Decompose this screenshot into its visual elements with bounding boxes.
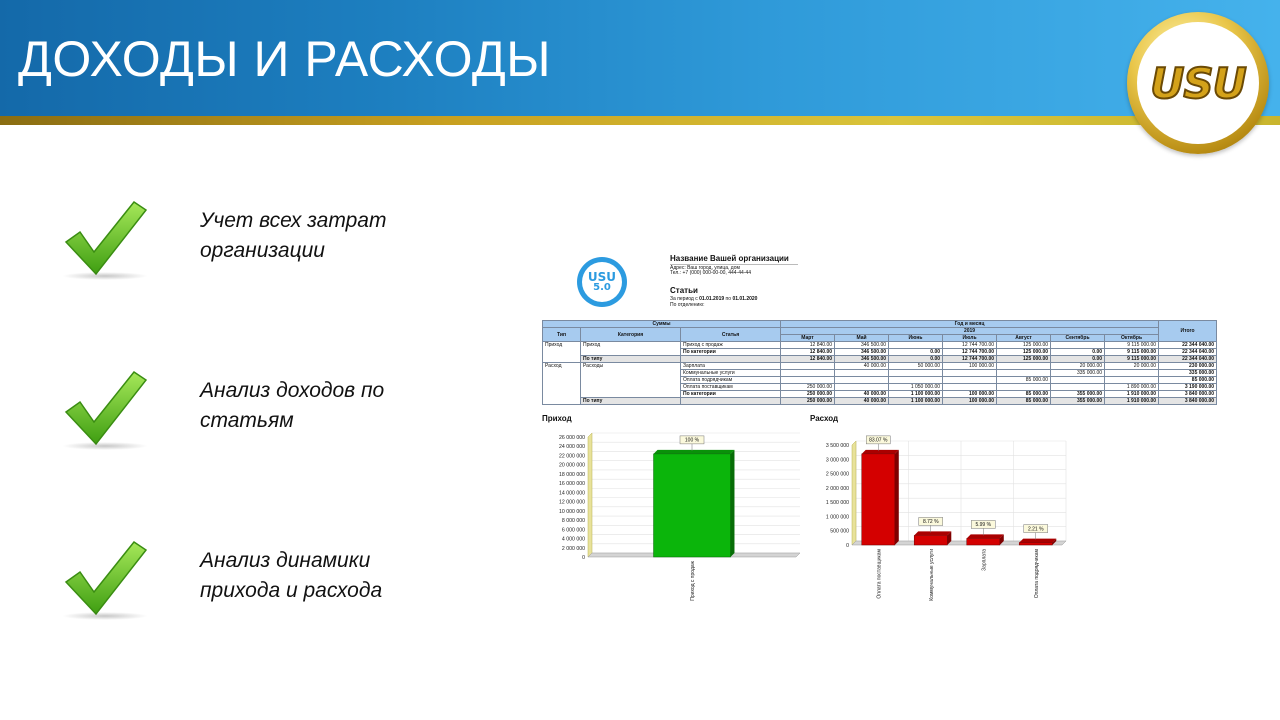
cell-value: 85 000.00 <box>997 391 1051 398</box>
cell-value: 0.00 <box>1051 349 1105 356</box>
cell-value: 12 840.00 <box>781 342 835 349</box>
y-tick-label: 24 000 000 <box>559 444 585 451</box>
y-tick-label: 20 000 000 <box>559 462 585 469</box>
cell-type: Расход <box>543 363 581 405</box>
data-label: 83.07 % <box>869 437 888 444</box>
table-row <box>543 363 1217 370</box>
cell-value: 9 115 000.00 <box>1105 349 1159 356</box>
cell-value: 125 000.00 <box>997 342 1051 349</box>
report-table <box>542 320 1216 405</box>
cell-value: 346 500.00 <box>835 342 889 349</box>
header-month: Июль <box>943 335 997 342</box>
y-tick-label: 8 000 000 <box>561 518 585 525</box>
x-category-label: Оплата подрядчикам <box>1033 549 1040 599</box>
report-preview <box>540 248 1220 618</box>
cell-value: 40 000.00 <box>835 391 889 398</box>
y-tick-label: 12 000 000 <box>559 499 585 506</box>
cell-value: 346 500.00 <box>835 349 889 356</box>
y-tick-label: 14 000 000 <box>559 490 585 497</box>
y-tick-label: 6 000 000 <box>561 527 585 534</box>
expense-chart <box>810 424 1070 614</box>
cell-article: Зарплата <box>681 363 781 370</box>
cell-value: 0.00 <box>1051 356 1105 363</box>
bullet-item <box>60 200 560 290</box>
checkmark-icon <box>60 370 150 452</box>
cell-category: Приход <box>581 342 681 356</box>
y-tick-label: 4 000 000 <box>561 536 585 543</box>
cell-value: 1 890 000.00 <box>1105 384 1159 391</box>
header-year: 2019 <box>781 328 1159 335</box>
cell-empty <box>681 398 781 405</box>
cell-value: 1 910 000.00 <box>1105 391 1159 398</box>
check-shadow <box>62 612 148 620</box>
report-filter: По отделению: <box>670 302 705 308</box>
bar <box>1019 543 1052 545</box>
y-tick-label: 500 000 <box>830 528 849 535</box>
cell-value: 1 100 000.00 <box>889 398 943 405</box>
cell-value <box>781 377 835 384</box>
cell-value <box>943 384 997 391</box>
header-type: Тип <box>543 328 581 342</box>
bullet-text: Анализ доходов по статьям <box>200 379 385 432</box>
header-article: Статья <box>681 328 781 342</box>
cell-value: 100 000.00 <box>943 363 997 370</box>
cell-empty <box>681 356 781 363</box>
bullet-text: Анализ динамики прихода и расхода <box>200 549 383 602</box>
cell-value <box>889 377 943 384</box>
report-logo-version: 5.0 <box>593 282 611 293</box>
cell-value: 9 115 000.00 <box>1105 342 1159 349</box>
cell-value: 0.00 <box>889 356 943 363</box>
cell-value <box>997 370 1051 377</box>
header-total: Итого <box>1159 321 1217 342</box>
check-shadow <box>62 442 148 450</box>
cell-value <box>835 384 889 391</box>
cell-value: 1 100 000.00 <box>889 391 943 398</box>
header-month: Август <box>997 335 1051 342</box>
cell-value <box>1051 342 1105 349</box>
cell-value <box>1105 370 1159 377</box>
bar-top <box>654 450 735 454</box>
org-address: Адрес: Ваш город, улица, дом <box>670 265 740 271</box>
bar-top <box>914 531 951 535</box>
cell-value: 0.00 <box>889 349 943 356</box>
y-tick-label: 0 <box>846 543 849 549</box>
bar-top <box>862 450 899 454</box>
y-tick-label: 2 500 000 <box>825 471 849 478</box>
cell-value <box>1051 384 1105 391</box>
cell-total: 22 344 040.00 <box>1159 342 1217 349</box>
cell-value: 250 000.00 <box>781 398 835 405</box>
y-tick-label: 2 000 000 <box>561 545 585 552</box>
data-label: 5.99 % <box>975 522 992 529</box>
org-phone: Тел.: +7 (000) 000-00-00, 444-44-44 <box>670 270 751 276</box>
usu-logo <box>1127 12 1269 154</box>
y-tick-label: 1 500 000 <box>825 500 849 507</box>
cell-subtotal-label: По категории <box>681 349 781 356</box>
income-chart <box>542 424 802 614</box>
cell-total: 335 000.00 <box>1159 370 1217 377</box>
expense-chart-title: Расход <box>810 414 839 423</box>
cell-value: 1 050 000.00 <box>889 384 943 391</box>
cell-value: 100 000.00 <box>943 398 997 405</box>
cell-total: 22 344 040.00 <box>1159 349 1217 356</box>
cell-value <box>835 370 889 377</box>
header-period: Год и месяц <box>781 321 1159 328</box>
y-tick-label: 0 <box>582 555 585 561</box>
cell-value: 85 000.00 <box>997 398 1051 405</box>
x-category-label: Приход с продаж <box>690 561 696 601</box>
y-tick-label: 3 500 000 <box>825 443 849 449</box>
org-name: Название Вашей организации <box>670 254 789 263</box>
data-label: 2.21 % <box>1027 526 1044 533</box>
cell-value: 12 840.00 <box>781 349 835 356</box>
cell-value: 125 000.00 <box>997 349 1051 356</box>
bar-top <box>1019 539 1056 543</box>
cell-article: Коммунальные услуги <box>681 370 781 377</box>
y-tick-label: 2 000 000 <box>825 485 849 492</box>
cell-article: Приход с продаж <box>681 342 781 349</box>
cell-total: 22 344 040.00 <box>1159 356 1217 363</box>
bar <box>914 535 947 545</box>
bar <box>654 454 731 557</box>
bar-top <box>967 534 1004 538</box>
slide-title: ДОХОДЫ И РАСХОДЫ <box>18 31 551 87</box>
report-logo <box>577 257 627 307</box>
table-row <box>543 342 1217 349</box>
y-tick-label: 16 000 000 <box>559 481 585 488</box>
header-month: Июнь <box>889 335 943 342</box>
cell-value: 9 115 000.00 <box>1105 356 1159 363</box>
cell-total-label: По типу <box>581 356 681 363</box>
cell-value <box>943 370 997 377</box>
y-tick-label: 26 000 000 <box>559 435 585 441</box>
cell-value: 50 000.00 <box>889 363 943 370</box>
bullet-text: Учет всех затрат организации <box>200 209 387 262</box>
cell-value: 12 744 700.00 <box>943 356 997 363</box>
cell-value: 85 000.00 <box>997 377 1051 384</box>
cell-value: 335 000.00 <box>1051 370 1105 377</box>
cell-value <box>1051 377 1105 384</box>
y-tick-label: 22 000 000 <box>559 453 585 460</box>
header-month: Сентябрь <box>1051 335 1105 342</box>
cell-value <box>997 384 1051 391</box>
report-title: Статьи <box>670 286 698 295</box>
header-month: Май <box>835 335 889 342</box>
bullet-item <box>60 540 560 630</box>
cell-total: 230 000.00 <box>1159 363 1217 370</box>
bar <box>862 454 895 545</box>
y-axis-wall <box>588 433 592 557</box>
header-month: Октябрь <box>1105 335 1159 342</box>
period-to: 01.01.2020 <box>732 296 758 302</box>
cell-value: 12 840.00 <box>781 356 835 363</box>
cell-value: 20 000.00 <box>1051 363 1105 370</box>
cell-value: 40 000.00 <box>835 363 889 370</box>
y-tick-label: 1 000 000 <box>825 514 849 521</box>
cell-total-label: По типу <box>581 398 681 405</box>
cell-value: 1 910 000.00 <box>1105 398 1159 405</box>
cell-value: 20 000.00 <box>1105 363 1159 370</box>
cell-value: 346 500.00 <box>835 356 889 363</box>
x-category-label: Коммунальные услуги <box>928 549 935 601</box>
table-row-total <box>543 398 1217 405</box>
x-category-label: Оплата поставщикам <box>876 549 883 599</box>
data-label: 100 % <box>684 437 700 444</box>
cell-article: Оплата подрядчикам <box>681 377 781 384</box>
checkmark-icon <box>60 200 150 282</box>
cell-value: 100 000.00 <box>943 391 997 398</box>
header-sums: Суммы <box>543 321 781 328</box>
cell-value <box>835 377 889 384</box>
usu-logo-text: USU <box>1150 58 1246 108</box>
cell-type: Приход <box>543 342 581 363</box>
period-prefix: За период с <box>670 296 698 302</box>
cell-subtotal-label: По категории <box>681 391 781 398</box>
cell-value: 355 000.00 <box>1051 398 1105 405</box>
bar <box>967 538 1000 545</box>
cell-total: 3 190 000.00 <box>1159 384 1217 391</box>
cell-value: 355 000.00 <box>1051 391 1105 398</box>
cell-category: Расходы <box>581 363 681 398</box>
cell-value: 250 000.00 <box>781 391 835 398</box>
data-label: 8.72 % <box>922 519 939 526</box>
cell-value: 12 744 700.00 <box>943 342 997 349</box>
cell-value <box>889 342 943 349</box>
checkmark-icon <box>60 540 150 622</box>
table-row-total <box>543 356 1217 363</box>
cell-article: Оплата поставщикам <box>681 384 781 391</box>
y-tick-label: 18 000 000 <box>559 471 585 478</box>
cell-value: 12 744 700.00 <box>943 349 997 356</box>
bar-side <box>730 450 734 557</box>
cell-value: 40 000.00 <box>835 398 889 405</box>
cell-value <box>1105 377 1159 384</box>
bullet-item <box>60 370 560 460</box>
cell-value <box>781 363 835 370</box>
report-logo-inner <box>582 262 622 302</box>
header-category: Категория <box>581 328 681 342</box>
cell-value <box>997 363 1051 370</box>
cell-value <box>889 370 943 377</box>
report-logo-text: USU <box>587 270 617 284</box>
cell-value: 250 000.00 <box>781 384 835 391</box>
y-axis-wall <box>852 441 856 545</box>
check-shadow <box>62 272 148 280</box>
header-month: Март <box>781 335 835 342</box>
bar-side <box>895 450 899 545</box>
period-from: 01.01.2019 <box>699 296 725 302</box>
cell-total: 3 840 000.00 <box>1159 398 1217 405</box>
cell-value <box>781 370 835 377</box>
cell-total: 85 000.00 <box>1159 377 1217 384</box>
cell-value: 125 000.00 <box>997 356 1051 363</box>
period-mid: по <box>725 296 732 302</box>
income-chart-title: Приход <box>542 414 572 423</box>
x-category-label: Зарплата <box>981 549 988 571</box>
cell-total: 3 840 000.00 <box>1159 391 1217 398</box>
y-tick-label: 10 000 000 <box>559 508 585 515</box>
cell-value <box>943 377 997 384</box>
usu-logo-inner <box>1137 22 1259 144</box>
header-stripe <box>0 116 1280 125</box>
y-tick-label: 3 000 000 <box>825 457 849 464</box>
